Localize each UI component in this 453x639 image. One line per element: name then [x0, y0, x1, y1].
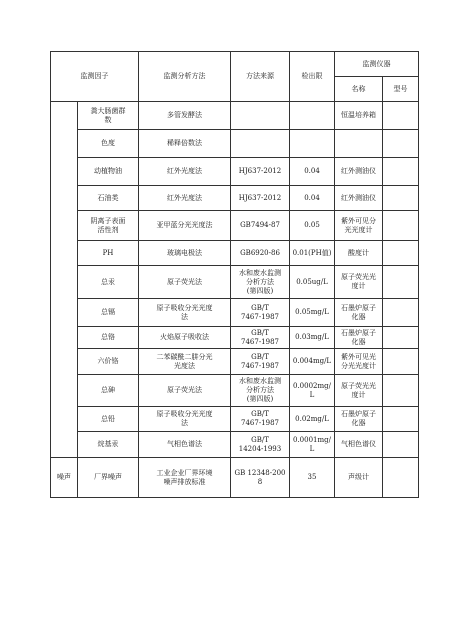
- cell-model: [383, 266, 419, 299]
- cell-source: GB7494-87: [231, 211, 290, 241]
- table-row: [51, 299, 419, 327]
- cell-source: [231, 130, 290, 158]
- cell-factor: 石油类: [78, 186, 139, 211]
- table-row: [51, 241, 419, 266]
- cell-name: 紫外可见光 分光光度计: [335, 349, 383, 375]
- cell-method: 二苯碳酰二肼分光 光度法: [139, 349, 231, 375]
- cell-name: 石墨炉原子 化器: [335, 327, 383, 349]
- cell-source: GB/T 7467-1987: [231, 407, 290, 432]
- cell-source: HJ637-2012: [231, 186, 290, 211]
- cell-limit: 0.05mg/L: [290, 299, 335, 327]
- header-instrument-model: 型号: [383, 77, 419, 102]
- header-instrument: 监测仪器: [335, 52, 419, 77]
- noise-cell-limit: 35: [290, 458, 335, 498]
- cell-limit: 0.05ug/L: [290, 266, 335, 299]
- cell-limit: 0.004mg/L: [290, 349, 335, 375]
- cell-source: GB/T 7467-1987: [231, 327, 290, 349]
- cell-source: GB/T 7467-1987: [231, 299, 290, 327]
- header-factor: 监测因子: [51, 52, 139, 102]
- cell-limit: 0.02mg/L: [290, 407, 335, 432]
- cell-limit: 0.0002mg/L: [290, 375, 335, 407]
- cell-factor: 烷基汞: [78, 432, 139, 458]
- cell-model: [383, 130, 419, 158]
- cell-source: HJ637-2012: [231, 158, 290, 186]
- cell-factor: 六价铬: [78, 349, 139, 375]
- cell-method: 原子荧光法: [139, 266, 231, 299]
- table-row: [51, 375, 419, 407]
- cell-model: [383, 432, 419, 458]
- noise-cell-name: 声级计: [335, 458, 383, 498]
- noise-cell-method: 工业企业厂界环境 噪声排放标准: [139, 458, 231, 498]
- cell-factor: 总铅: [78, 407, 139, 432]
- cell-limit: [290, 102, 335, 130]
- header-limit: 检出限: [290, 52, 335, 102]
- cell-model: [383, 299, 419, 327]
- cell-model: [383, 375, 419, 407]
- cell-factor: 总铬: [78, 327, 139, 349]
- cell-factor: 总镉: [78, 299, 139, 327]
- cell-method: 多管发酵法: [139, 102, 231, 130]
- cell-factor: PH: [78, 241, 139, 266]
- cell-limit: 0.04: [290, 186, 335, 211]
- cell-source: [231, 102, 290, 130]
- cell-method: 原子吸收分光光度 法: [139, 299, 231, 327]
- cell-method: 火焰原子吸收法: [139, 327, 231, 349]
- table-row: [51, 158, 419, 186]
- header-source: 方法来源: [231, 52, 290, 102]
- cell-method: 红外光度法: [139, 158, 231, 186]
- cell-name: 酸度计: [335, 241, 383, 266]
- noise-cell-source: GB 12348-2008: [231, 458, 290, 498]
- table-row: [51, 432, 419, 458]
- cell-model: [383, 186, 419, 211]
- table-row: [51, 211, 419, 241]
- cell-model: [383, 327, 419, 349]
- cell-factor: 阴离子表面 活性剂: [78, 211, 139, 241]
- cell-method: 红外光度法: [139, 186, 231, 211]
- cell-model: [383, 349, 419, 375]
- header-row-top: [51, 52, 419, 77]
- table-row: [51, 407, 419, 432]
- table-row: [51, 266, 419, 299]
- cell-method: 气相色谱法: [139, 432, 231, 458]
- cell-limit: [290, 130, 335, 158]
- noise-cell-model: [383, 458, 419, 498]
- cell-model: [383, 241, 419, 266]
- cell-factor: 总砷: [78, 375, 139, 407]
- cell-limit: 0.05: [290, 211, 335, 241]
- header-instrument-name: 名称: [335, 77, 383, 102]
- cell-method: 原子吸收分光光度 法: [139, 407, 231, 432]
- cell-model: [383, 211, 419, 241]
- cell-method: 稀释倍数法: [139, 130, 231, 158]
- cell-name: 石墨炉原子 化器: [335, 299, 383, 327]
- cell-name: 原子荧光光 度计: [335, 375, 383, 407]
- header-method: 监测分析方法: [139, 52, 231, 102]
- table-row: [51, 186, 419, 211]
- cell-name: 石墨炉原子 化器: [335, 407, 383, 432]
- cell-name: 红外测油仪: [335, 158, 383, 186]
- cell-source: GB/T 14204-1993: [231, 432, 290, 458]
- noise-cell-factor: 厂界噪声: [78, 458, 139, 498]
- cell-model: [383, 407, 419, 432]
- cell-limit: 0.01(PH值): [290, 241, 335, 266]
- cell-name: 原子荧光光 度计: [335, 266, 383, 299]
- cell-factor: 粪大肠菌群 数: [78, 102, 139, 130]
- cell-source: GB6920-86: [231, 241, 290, 266]
- cell-name: 气相色谱仪: [335, 432, 383, 458]
- table-row: [51, 327, 419, 349]
- cell-source: 水和废水监测 分析方法 (第四版): [231, 375, 290, 407]
- cell-method: 亚甲蓝分光光度法: [139, 211, 231, 241]
- noise-cell-category: 噪声: [51, 458, 78, 498]
- table-row: [51, 349, 419, 375]
- cell-source: GB/T 7467-1987: [231, 349, 290, 375]
- cell-source: 水和废水监测 分析方法 (第四版): [231, 266, 290, 299]
- cell-name: 恒温培养箱: [335, 102, 383, 130]
- cell-name: 紫外可见分 光光度计: [335, 211, 383, 241]
- cell-limit: 0.0001mg/L: [290, 432, 335, 458]
- cell-model: [383, 102, 419, 130]
- cell-method: 原子荧光法: [139, 375, 231, 407]
- table-row: [51, 130, 419, 158]
- cell-name: [335, 130, 383, 158]
- cell-factor: 色度: [78, 130, 139, 158]
- cell-limit: 0.04: [290, 158, 335, 186]
- cell-model: [383, 158, 419, 186]
- cell-factor: 动植物油: [78, 158, 139, 186]
- cell-name: 红外测油仪: [335, 186, 383, 211]
- cell-limit: 0.03mg/L: [290, 327, 335, 349]
- category-cell-water: [51, 102, 78, 458]
- cell-factor: 总汞: [78, 266, 139, 299]
- table-row: [51, 102, 419, 130]
- cell-method: 玻璃电极法: [139, 241, 231, 266]
- table-row-noise: [51, 458, 419, 498]
- monitoring-methods-table: [50, 51, 419, 498]
